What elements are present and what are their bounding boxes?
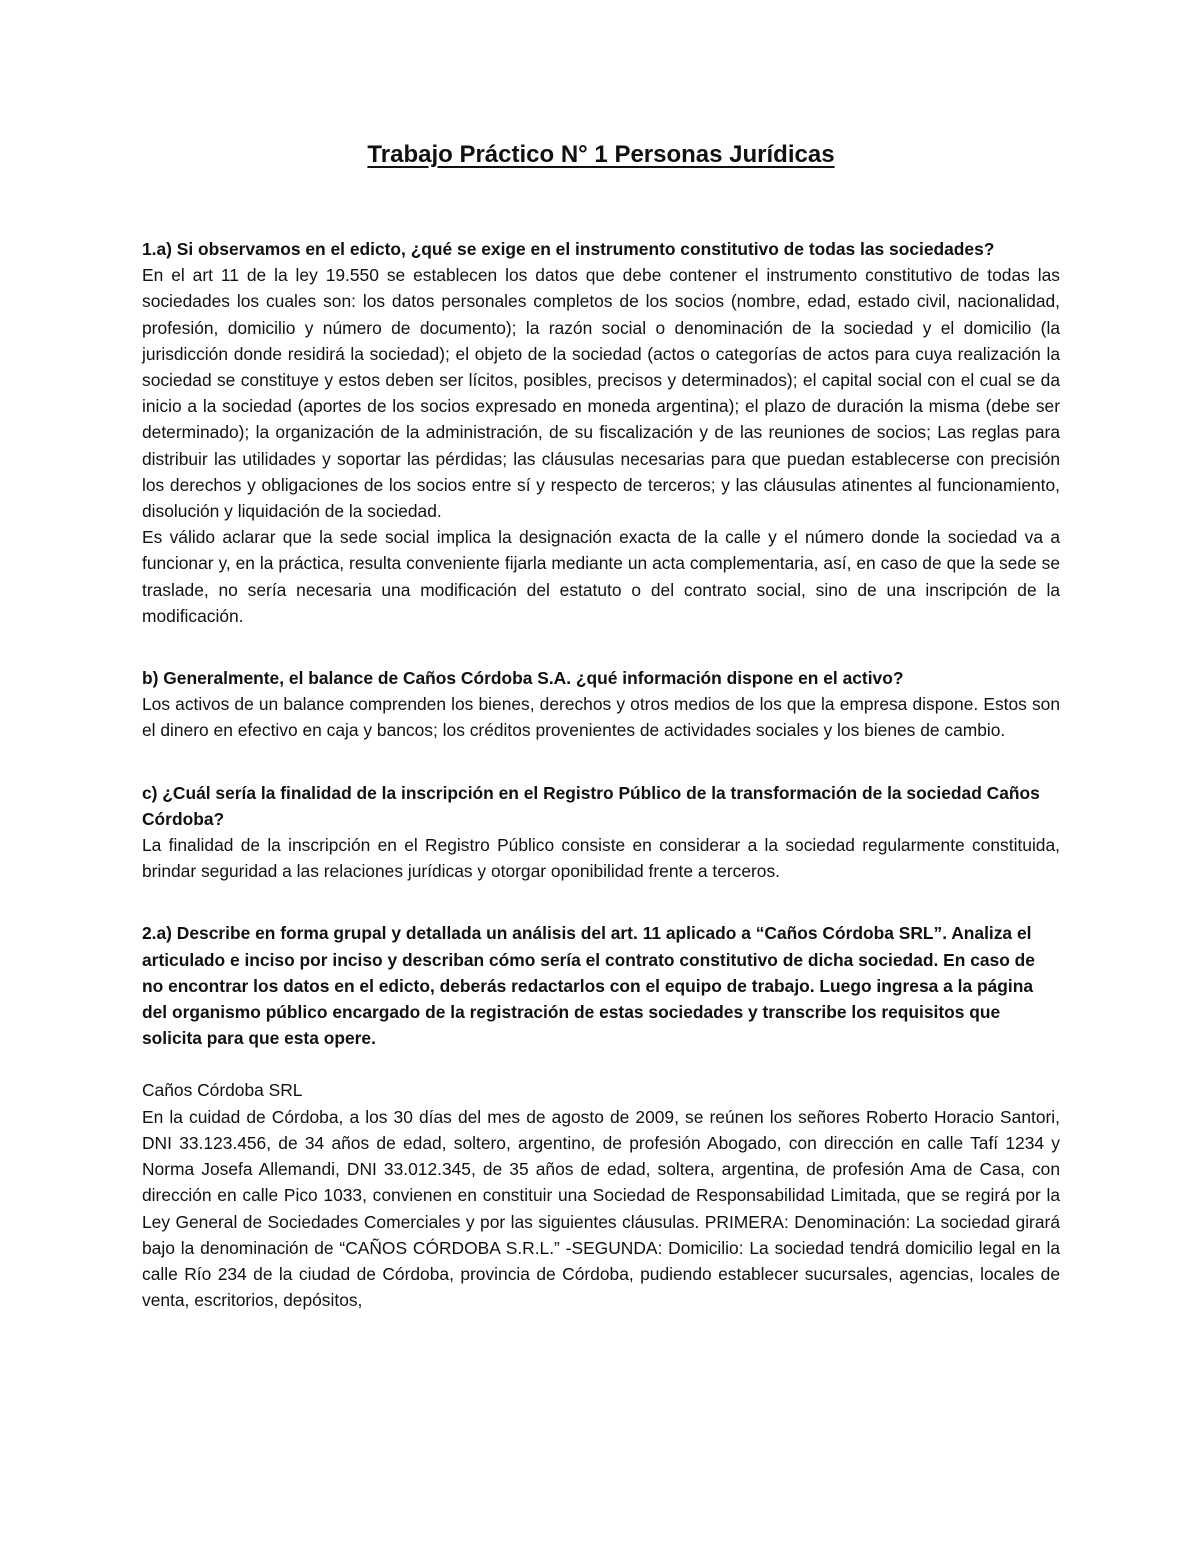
section-1a [142,236,1060,629]
contract-paragraph-1: En la cuidad de Córdoba, a los 30 días del mes de agosto de 2009, se reúnen los señores Roberto Horacio Santori, DNI 33.123.456, de 34 años de edad, soltero, argentino, de profesión Abogado, con dirección en calle Tafí 1234 y Norma Josefa Allemandi, DNI 33.012.345, de 35 años de edad, soltera, argentina, de profesión Ama de Casa, con dirección en calle Pico 1033, convienen en constituir una Sociedad de Responsabilidad Limitada, que se regirá por la Ley General de Sociedades Comerciales y por las siguientes cláusulas. PRIMERA: Denominación: La sociedad girará bajo la denominación de “CAÑOS CÓRDOBA S.R.L.” -SEGUNDA: Domicilio: La sociedad tendrá domicilio legal en la calle Río 234 de la ciudad de Córdoba, provincia de Córdoba, pudiendo establecer sucursales, agencias, locales de venta, escritorios, depósitos, [142,1106,1060,1311]
question-1a: 1.a) Si observamos en el edicto, ¿qué se exige en el instrumento constitutivo de todas las sociedades? [142,239,995,259]
document-title: Trabajo Práctico N° 1 Personas Jurídicas [367,141,835,168]
question-2a: 2.a) Describe en forma grupal y detallada un análisis del art. 11 aplicado a “Caños Córdoba SRL”. Analiza el articulado e inciso por inciso y describan cómo sería el contrato constitutivo de dicha sociedad. En caso de no encontrar los datos en el edicto, deberás redactarlos con el equipo de trabajo. Luego ingresa a la página del organismo público encargado de la registración de estas sociedades y transcribe los requisitos que solicita para que esta opere. [142,923,1035,1049]
answer-1a-paragraph-2: Es válido aclarar que la sede social implica la designación exacta de la calle y el número donde la sociedad va a funcionar y, en la práctica, resulta conveniente fijarla mediante un acta complementaria, así, en caso de que la sede se traslade, no sería necesaria una modificación del estatuto o del contrato social, sino de una inscripción de la modificación. [142,527,1060,626]
answer-1b-paragraph-1: Los activos de un balance comprenden los bienes, derechos y otros medios de los que la empresa dispone. Estos son el dinero en efectivo en caja y bancos; los créditos provenientes de actividades sociales y los bienes de cambio. [142,694,1060,741]
section-1c [142,780,1060,885]
document-page [142,140,1060,1313]
section-2a [142,920,1060,1313]
answer-1a-paragraph-1: En el art 11 de la ley 19.550 se establecen los datos que debe contener el instrumento constitutivo de todas las sociedades los cuales son: los datos personales completos de los socios (nombre, edad, estado civil, nacionalidad, profesión, domicilio y número de documento); la razón social o denominación de la sociedad y el domicilio (la jurisdicción donde residirá la sociedad); el objeto de la sociedad (actos o categorías de actos para cuya realización la sociedad se constituye y estos deben ser lícitos, posibles, precisos y determinados); el capital social con el cual se da inicio a la sociedad (aportes de los socios expresado en moneda argentina); el plazo de duración la misma (debe ser determinado); la organización de la administración, de su fiscalización y de las reuniones de socios; Las reglas para distribuir las utilidades y soportar las pérdidas; las cláusulas necesarias para que puedan establecerse con precisión los derechos y obligaciones de los socios entre sí y respecto de terceros; y las cláusulas atinentes al funcionamiento, disolución y liquidación de la sociedad. [142,265,1060,522]
question-1b: b) Generalmente, el balance de Caños Córdoba S.A. ¿qué información dispone en el activo? [142,668,904,689]
answer-1c-paragraph-1: La finalidad de la inscripción en el Registro Público consiste en considerar a la sociedad regularmente constituida, brindar seguridad a las relaciones jurídicas y otorgar oponibilidad frente a terceros. [142,835,1060,882]
contract-heading: Caños Córdoba SRL [142,1080,303,1101]
question-1c: c) ¿Cuál sería la finalidad de la inscripción en el Registro Público de la transformación de la sociedad Caños Córdoba? [142,782,1040,829]
section-1b [142,665,1060,744]
